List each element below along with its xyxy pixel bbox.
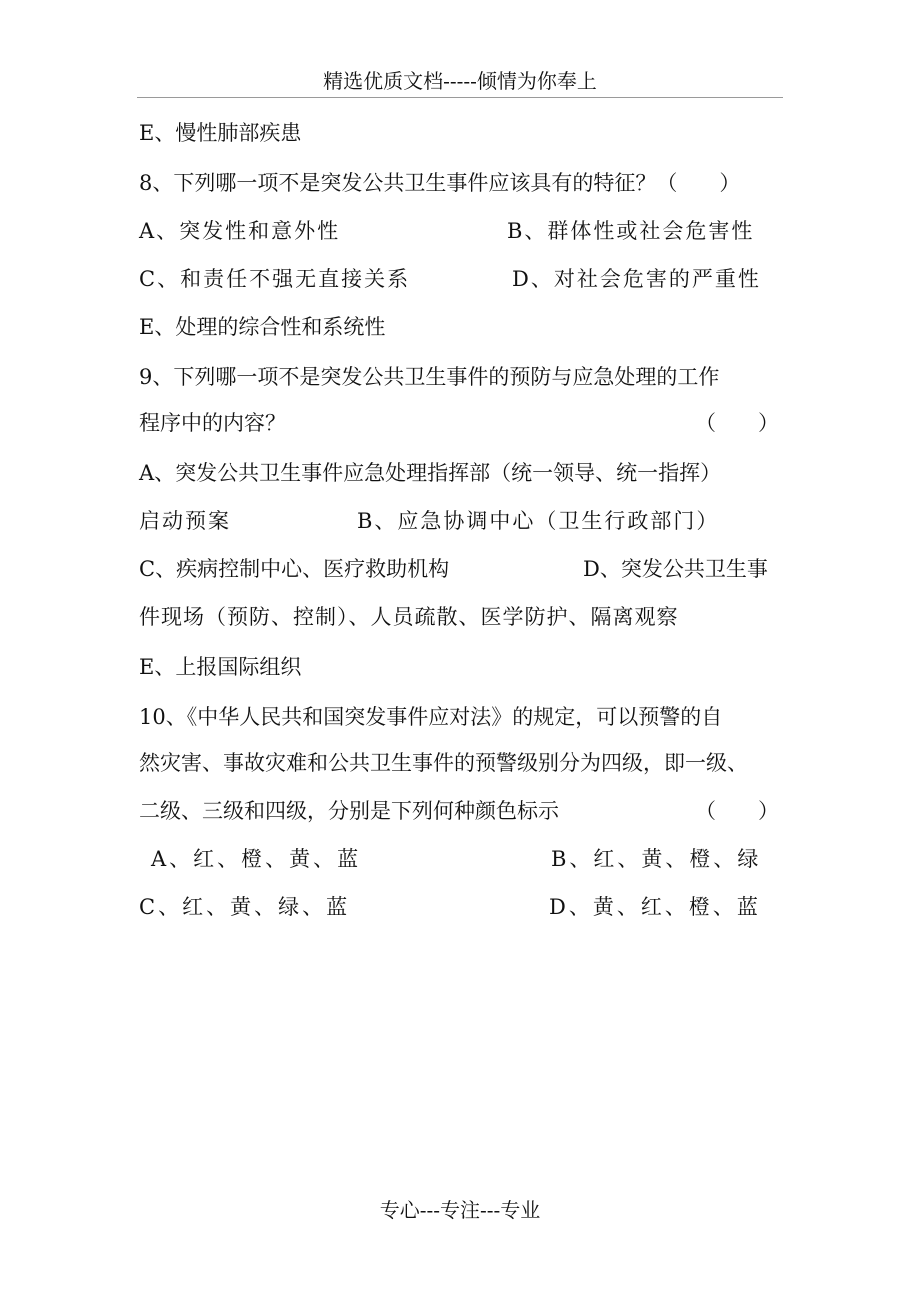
question-10-continuation: 二级、三级和四级，分别是下列何种颜色标示 [139, 799, 559, 823]
option-q9-d: D、突发公共卫生事 [583, 557, 768, 581]
page-header: 精选优质文档-----倾情为你奉上 [323, 69, 597, 93]
option-q8-b: B、群体性或社会危害性 [507, 219, 755, 243]
option-q8-d: D、对社会危害的严重性 [512, 267, 761, 291]
option-q10-a: A、红、橙、黄、蓝 [151, 847, 362, 871]
answer-blank: （ ） [695, 411, 779, 435]
option-q8-c: C、和责任不强无直接关系 [139, 267, 411, 291]
option-q10-d: D、黄、红、橙、蓝 [549, 895, 761, 919]
question-10-line-1: 10、《中华人民共和国突发事件应对法》的规定，可以预警的自 [139, 705, 723, 729]
option-q9-b: B、应急协调中心（卫生行政部门） [357, 509, 720, 533]
option-q8-a: A、突发性和意外性 [139, 219, 341, 243]
option-q9-e: E、上报国际组织 [139, 655, 302, 679]
page-footer: 专心---专注---专业 [379, 1198, 541, 1222]
option-q9-c: C、疾病控制中心、医疗救助机构 [139, 557, 450, 581]
question-10-line-2: 然灾害、事故灾难和公共卫生事件的预警级别分为四级，即一级、 [139, 751, 748, 775]
question-9-continuation: 程序中的内容？ [139, 411, 286, 435]
option-q7-e: E、慢性肺部疾患 [139, 121, 302, 145]
option-q10-c: C、红、黄、绿、蓝 [139, 895, 351, 919]
question-9-line-1: 9、下列哪一项不是突发公共卫生事件的预防与应急处理的工作 [139, 365, 720, 389]
question-8: 8、下列哪一项不是突发公共卫生事件应该具有的特征？（ ） [139, 171, 741, 195]
option-q9-a-continuation: 启动预案 [139, 509, 231, 533]
header-divider [137, 97, 783, 98]
option-q10-b: B、红、黄、橙、绿 [551, 847, 762, 871]
option-q8-e: E、处理的综合性和系统性 [139, 315, 386, 339]
option-q9-a: A、突发公共卫生事件应急处理指挥部（统一领导、统一指挥） [139, 461, 722, 485]
option-q9-d-continuation: 件现场（预防、控制）、人员疏散、医学防护、隔离观察 [139, 605, 679, 629]
answer-blank: （ ） [695, 799, 779, 823]
